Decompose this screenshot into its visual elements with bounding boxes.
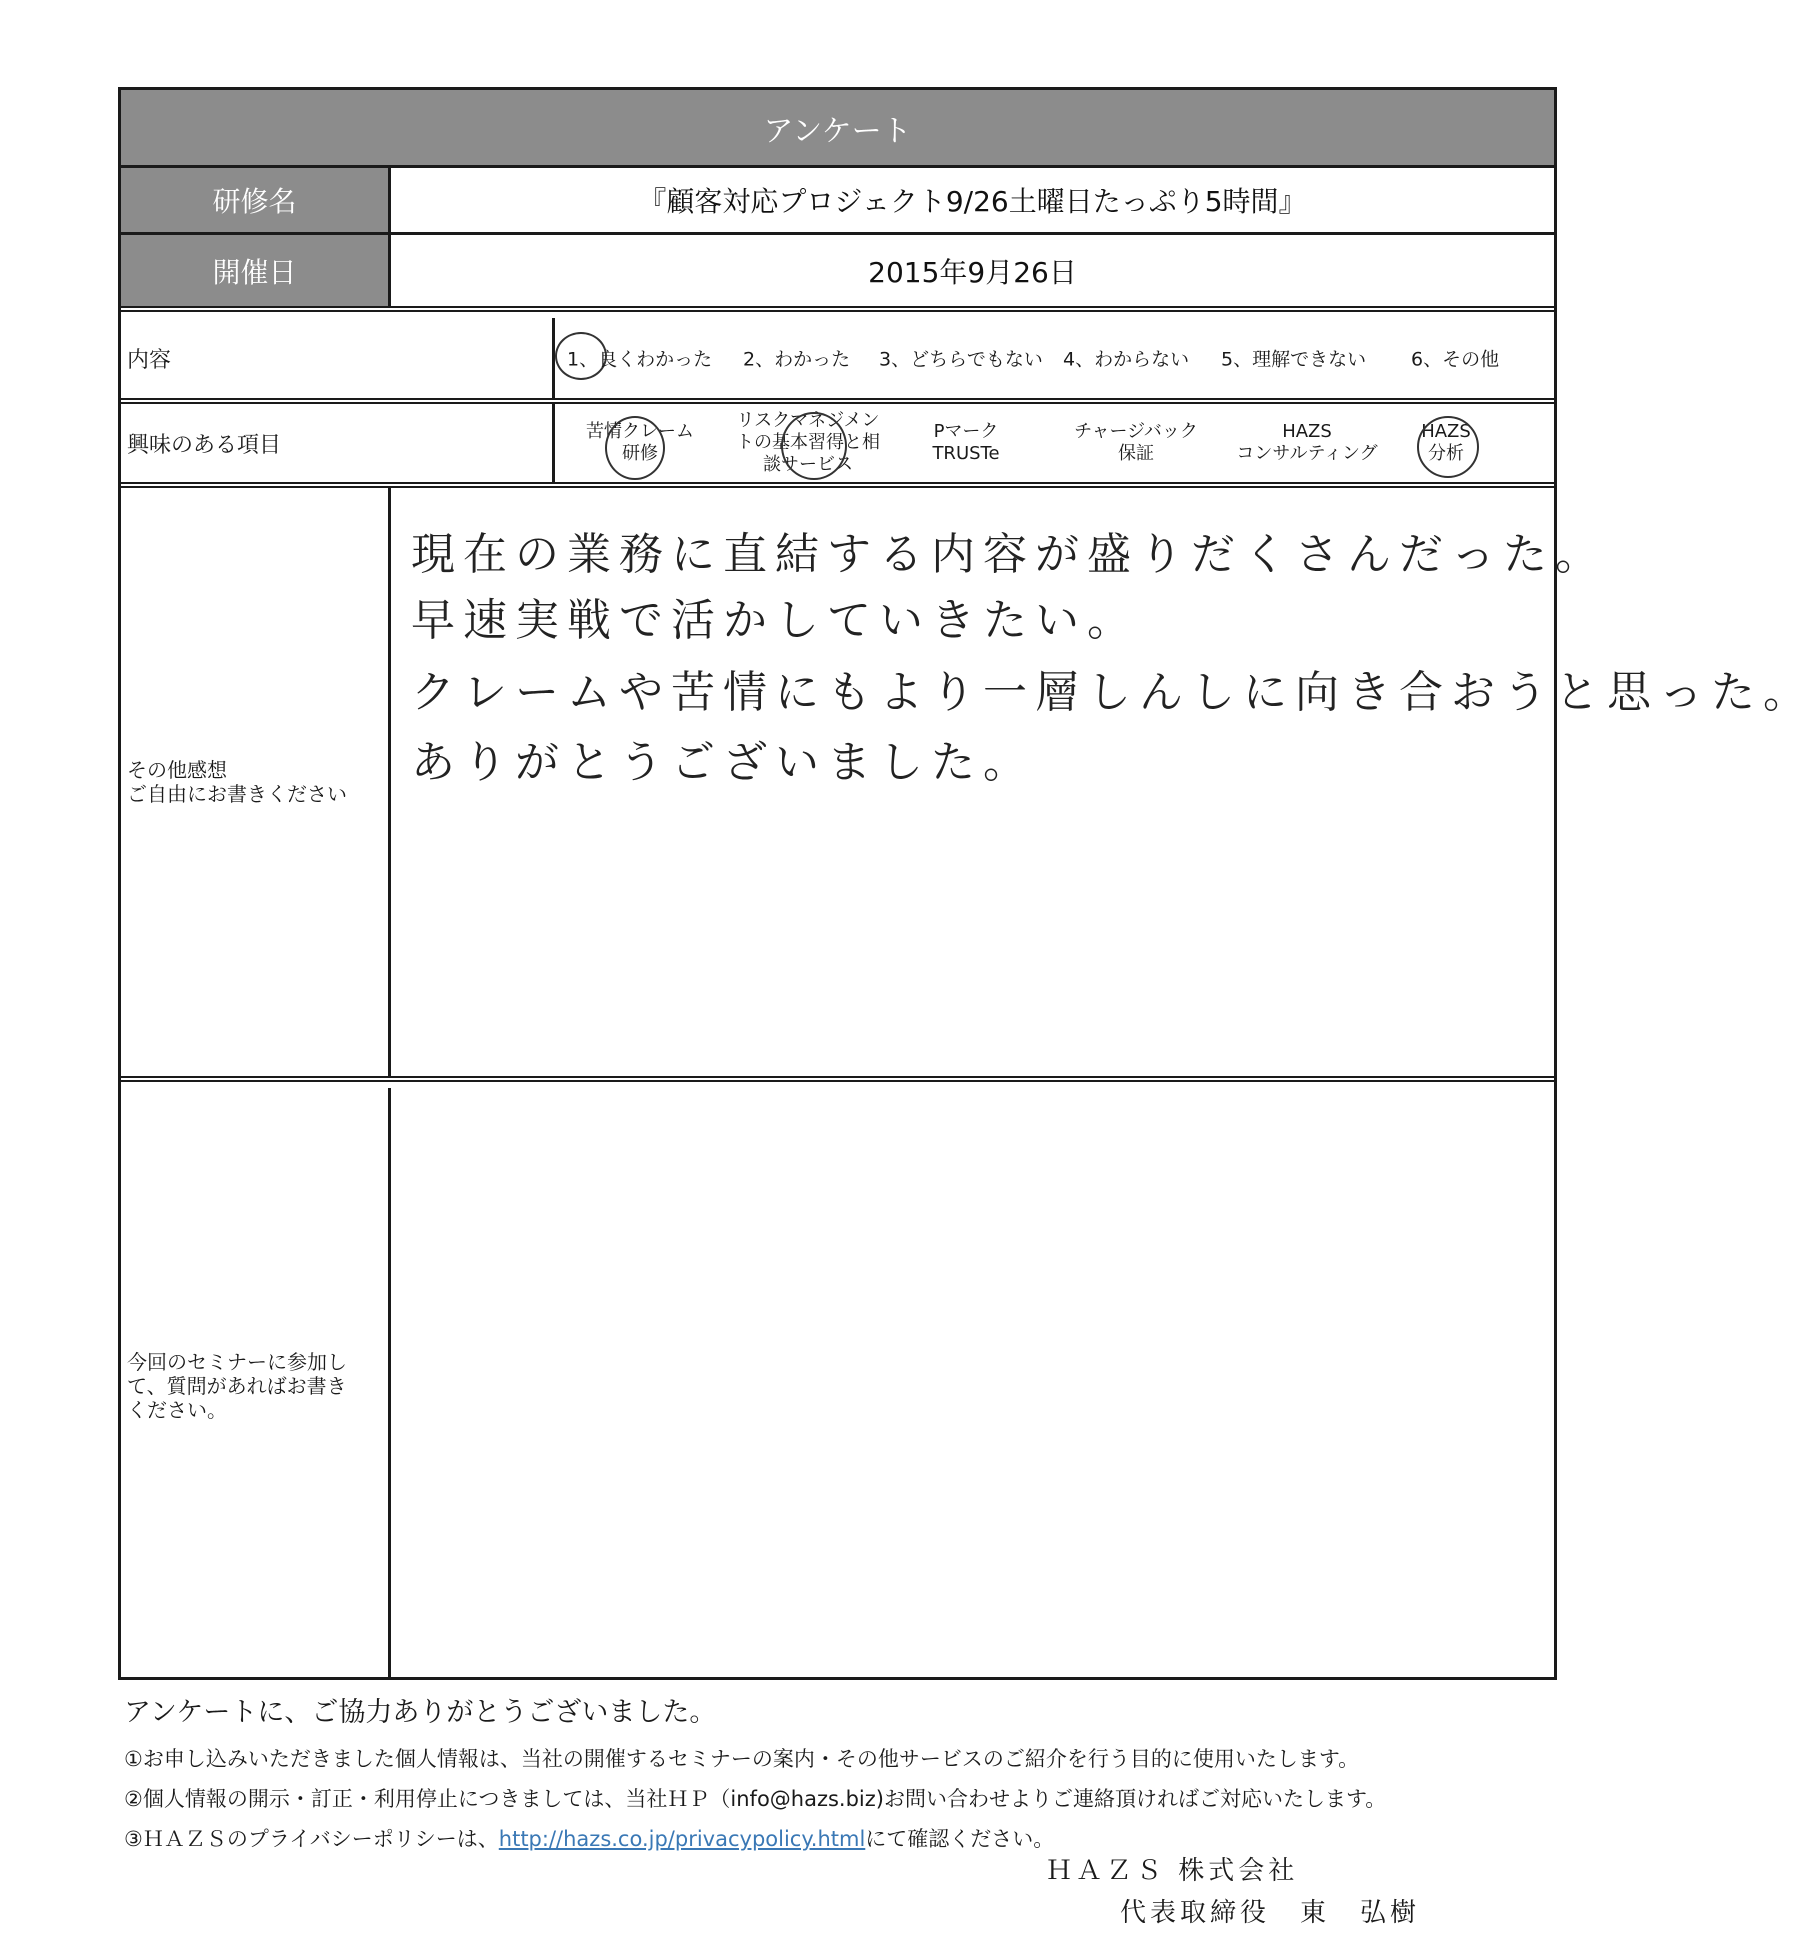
content-option-1[interactable]: 1、良くわかった xyxy=(567,348,713,371)
content-option-2[interactable]: 2、わかった xyxy=(743,348,851,371)
selection-circle xyxy=(605,416,665,480)
questions-row xyxy=(121,1088,1554,1677)
privacy-note-1: ①お申し込みいただきました個人情報は、当社の開催するセミナーの案内・その他サービスのご紹介を行う目的に使用いたします。 xyxy=(124,1747,1360,1771)
questions-field[interactable] xyxy=(391,1088,1554,1677)
interest-line: Pマーク xyxy=(933,421,999,442)
company-name: ＨＡＺＳ 株式会社 xyxy=(1046,1856,1299,1886)
content-options xyxy=(555,318,1554,398)
handwritten-line: クレームや苦情にもより一層しんしに向き合おうと思った。 xyxy=(411,667,1815,718)
date-row xyxy=(121,235,1554,312)
footer xyxy=(124,1690,1424,1853)
interest-line: リスクマネジメン xyxy=(736,410,880,431)
questions-label-line: て、質問があればお書き xyxy=(127,1374,347,1398)
interest-line: TRUSTe xyxy=(932,443,1000,464)
interest-line: コンサルティング xyxy=(1236,443,1378,464)
form-title: アンケート xyxy=(121,90,1554,168)
interest-p-mark[interactable] xyxy=(911,421,1021,465)
handwritten-line: 現在の業務に直結する内容が盛りだくさんだった。 xyxy=(411,529,1607,580)
handwritten-line: 早速実戦で活かしていきたい。 xyxy=(411,595,1139,646)
interest-line: 保証 xyxy=(1118,443,1154,464)
comments-field[interactable] xyxy=(391,488,1815,1076)
survey-form xyxy=(118,87,1815,1680)
interest-line: トの基本習得と相 xyxy=(736,432,880,453)
date-value: 2015年9月26日 xyxy=(868,255,1077,289)
content-option-6[interactable]: 6、その他 xyxy=(1411,348,1500,371)
date-label: 開催日 xyxy=(121,235,391,306)
content-label: 内容 xyxy=(121,318,555,398)
interest-options xyxy=(555,404,1554,482)
selection-circle xyxy=(1417,416,1479,478)
interest-label: 興味のある項目 xyxy=(121,404,555,482)
comments-row xyxy=(121,488,1815,1082)
interest-line: 苦情クレーム xyxy=(586,421,694,442)
interest-line: チャージバック xyxy=(1074,421,1198,442)
questions-label xyxy=(121,1088,391,1677)
questions-label-line: ください。 xyxy=(127,1398,227,1422)
content-option-4[interactable]: 4、わからない xyxy=(1063,348,1190,371)
interest-hazs-consulting[interactable] xyxy=(1227,421,1387,465)
privacy-policy-link[interactable]: http://hazs.co.jp/privacypolicy.html xyxy=(498,1827,866,1851)
seminar-label: 研修名 xyxy=(121,168,391,232)
interest-line: HAZS xyxy=(1421,421,1471,442)
interest-line: HAZS xyxy=(1282,421,1332,442)
comments-label-line: その他感想 xyxy=(127,758,227,782)
handwritten-line: ありがとうございました。 xyxy=(411,737,1035,788)
comments-label-line: ご自由にお書きください xyxy=(127,782,347,806)
privacy-note-3-suffix: にて確認ください。 xyxy=(865,1827,1055,1851)
ceo-name: 代表取締役 東 弘樹 xyxy=(1120,1898,1421,1928)
privacy-note-3 xyxy=(124,1823,1424,1853)
interest-line: 分析 xyxy=(1428,443,1464,464)
content-option-3[interactable]: 3、どちらでもない xyxy=(879,348,1043,371)
questions-label-line: 今回のセミナーに参加し xyxy=(127,1350,347,1374)
content-row xyxy=(121,318,1554,404)
interest-line: 研修 xyxy=(622,443,658,464)
privacy-note-2: ②個人情報の開示・訂正・利用停止につきましては、当社ＨＰ（info@hazs.biz)お問い合わせよりご連絡頂ければご対応いたします。 xyxy=(124,1787,1387,1811)
comments-label xyxy=(121,488,391,1076)
interest-chargeback[interactable] xyxy=(1061,421,1211,465)
privacy-note-3-prefix: ③ＨＡＺＳのプライバシーポリシーは、 xyxy=(124,1827,499,1851)
thanks-text: アンケートに、ご協力ありがとうございました。 xyxy=(124,1697,717,1728)
content-option-5[interactable]: 5、理解できない xyxy=(1221,348,1367,371)
seminar-name: 『顧客対応プロジェクト9/26土曜日たっぷり5時間』 xyxy=(638,185,1307,218)
interest-row xyxy=(121,404,1554,488)
seminar-row xyxy=(121,168,1554,235)
interest-line: 談サービス xyxy=(763,454,853,475)
selection-circle xyxy=(781,412,847,480)
